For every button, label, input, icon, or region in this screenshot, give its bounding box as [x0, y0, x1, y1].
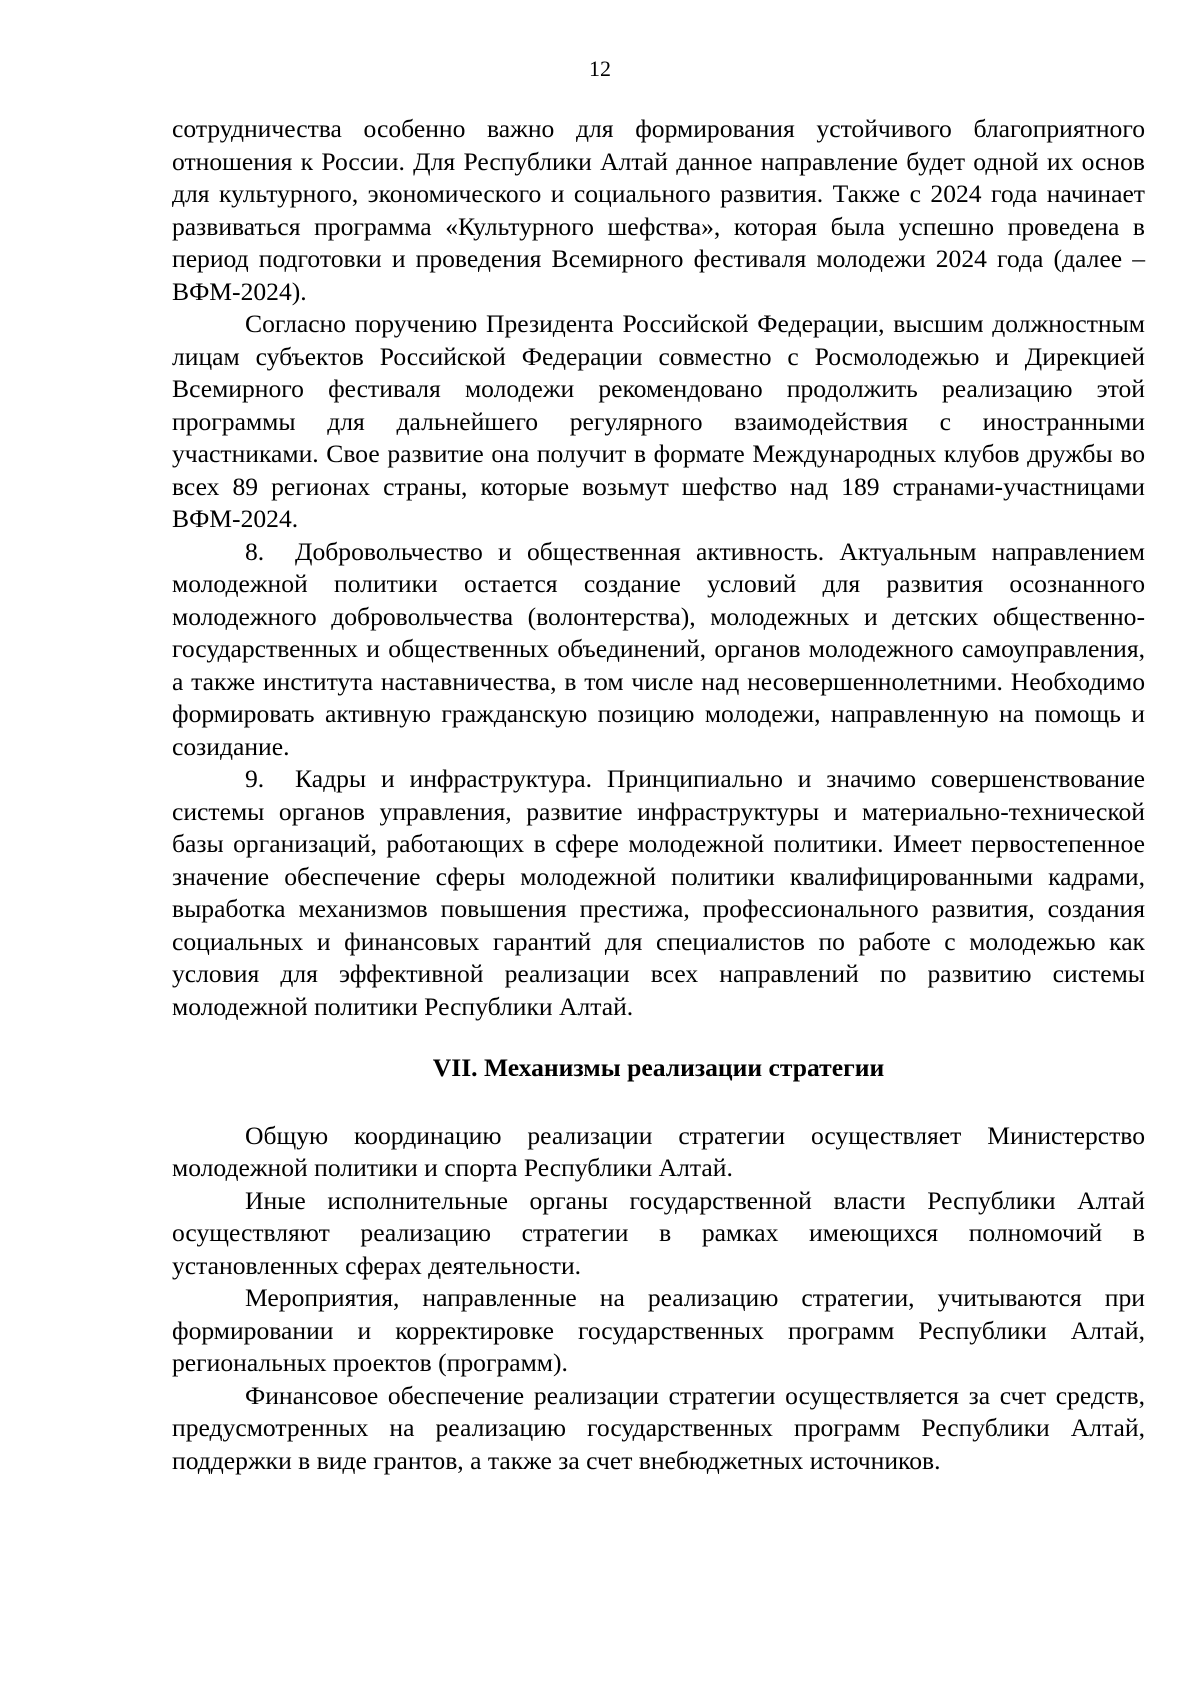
- numbered-item-8: [172, 536, 1145, 764]
- section-heading: VII. Механизмы реализации стратегии: [432, 1053, 885, 1082]
- item-text: Кадры и инфраструктура. Принципиально и значимо совершенствование системы органов управления, развитие инфраструктуры и материально-технической базы организаций, работающих в сфере молодежной политики. Имеет первостепенное значение обеспечение сферы молодежной политики квалифицированными кадрами, выработка механизмов повышения престижа, профессионального развития, создания социальных и финансовых гарантий для специалистов по работе с молодежью как условия для эффективной реализации всех направлений по развитию системы молодежной политики Республики Алтай.: [172, 764, 1145, 1021]
- paragraph: Иные исполнительные органы государственной власти Республики Алтай осуществляют реализацию стратегии в рамках имеющихся полномочий в установленных сферах деятельности.: [172, 1185, 1145, 1280]
- paragraph: Общую координацию реализации стратегии осуществляет Министерство молодежной политики и спорта Республики Алтай.: [172, 1120, 1145, 1182]
- page-number: 12: [589, 56, 611, 81]
- item-number: 8.: [245, 536, 265, 566]
- document-body: [172, 113, 1145, 1477]
- numbered-item-9: [172, 763, 1145, 1023]
- paragraph: Мероприятия, направленные на реализацию стратегии, учитываются при формировании и корректировке государственных программ Республики Алтай, региональных проектов (программ).: [172, 1283, 1145, 1377]
- item-number: 9.: [245, 764, 265, 793]
- paragraph: Финансовое обеспечение реализации стратегии осуществляется за счет средств, предусмотренных на реализацию государственных программ Республики Алтай, поддержки в виде грантов, а также за счет внебюджетных источников.: [172, 1380, 1145, 1475]
- paragraph: Согласно поручению Президента Российской Федерации, высшим должностным лицам субъектов Российской Федерации совместно с Росмолодежью и Дирекцией Всемирного фестиваля молодежи рекомендовано продолжить реализацию этой программы для дальнейшего регулярного взаимодействия с иностранными участниками. Свое развитие она получит в формате Международных клубов дружбы во всех 89 регионах страны, которые возьмут шефство над 189 странами-участницами ВФМ-2024.: [172, 309, 1145, 533]
- paragraph-continuation: сотрудничества особенно важно для формирования устойчивого благоприятного отношения к России. Для Республики Алтай данное направление будет одной их основ для культурного, экономического и социального развития. Также с 2024 года начинает развиваться программа «Культурного шефства», которая была успешно проведена в период подготовки и проведения Всемирного фестиваля молодежи 2024 года (далее – ВФМ-2024).: [172, 114, 1145, 306]
- item-text: Добровольчество и общественная активность. Актуальным направлением молодежной политики остается создание условий для развития осознанного молодежного добровольчества (волонтерства), молодежных и детских общественно-государственных и общественных объединений, органов молодежного самоуправления, а также института наставничества, в том числе над несовершеннолетними. Необходимо формировать активную гражданскую позицию молодежи, направленную на помощь и созидание.: [172, 536, 1145, 761]
